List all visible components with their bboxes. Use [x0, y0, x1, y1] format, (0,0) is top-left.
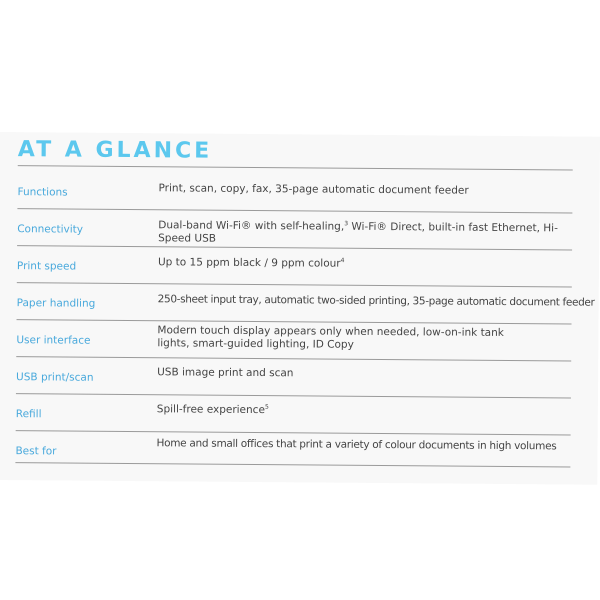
section-title: AT A GLANCE: [17, 137, 213, 164]
footnote-mark: 4: [340, 257, 345, 265]
spec-value: 250-sheet input tray, automatic two-sided printing, 35-page automatic document feeder: [157, 293, 595, 309]
spec-value: [157, 403, 577, 419]
spec-value-text: Dual-band Wi-Fi® with self-healing,: [158, 219, 345, 233]
spec-value: Modern touch display appears only when needed, low-on-ink tank lights, smart-guided lighting, ID Copy: [157, 324, 504, 351]
spec-value: [158, 256, 578, 272]
footnote-mark: 3: [344, 220, 349, 228]
spec-label: Print speed: [16, 260, 77, 273]
footnote-mark: 5: [264, 403, 269, 411]
spec-label: Functions: [17, 186, 68, 199]
spec-label: Best for: [15, 445, 57, 458]
spec-label: Connectivity: [17, 223, 84, 236]
spec-value: Home and small offices that print a variety of colour documents in high volumes: [156, 437, 557, 453]
spec-row-usb-print-scan: [16, 357, 576, 397]
spec-value: Print, scan, copy, fax, 35-page automatic document feeder: [158, 182, 469, 197]
spec-row-connectivity: [17, 209, 577, 249]
spec-value: [158, 219, 578, 248]
spec-sheet: [0, 132, 600, 485]
spec-row-paper-handling: [16, 283, 595, 323]
spec-value-text: Spill-free experience: [156, 403, 265, 417]
spec-label: USB print/scan: [16, 371, 94, 384]
spec-row-print-speed: [17, 246, 577, 286]
spec-row-functions: [17, 172, 577, 212]
spec-value-text: Wi-Fi® Direct, built-in fast Ethernet, Hi-Speed USB: [158, 220, 558, 245]
spec-label: Refill: [15, 408, 42, 421]
spec-row-refill: [16, 394, 576, 434]
spec-label: User interface: [16, 334, 91, 347]
spec-value: USB image print and scan: [157, 366, 294, 380]
spec-row-user-interface: [16, 320, 576, 360]
spec-label: Paper handling: [16, 297, 96, 310]
spec-value-text: Up to 15 ppm black / 9 ppm colour: [157, 256, 341, 270]
row-divider: [18, 165, 573, 170]
